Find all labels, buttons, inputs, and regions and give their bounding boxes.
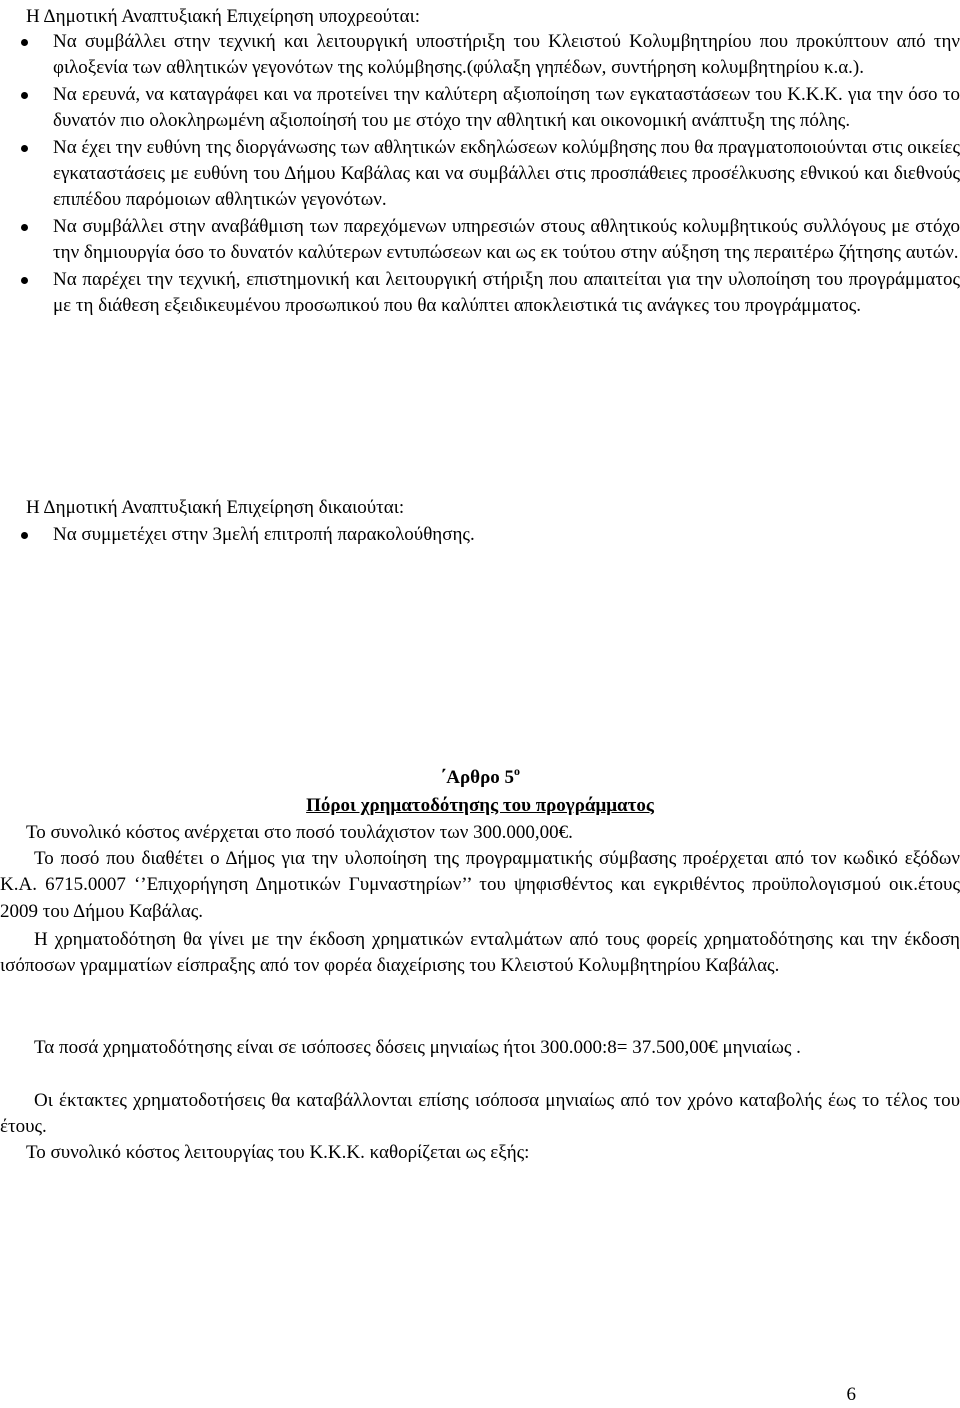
article-title-text: ΄Αρθρο 5	[439, 767, 515, 788]
list-item-text: Να ερευνά, να καταγράφει και να προτείνει την καλύτερη αξιοποίηση των εγκαταστάσεων του Κ.Κ.Κ. για την όσο το δυνατόν πιο ολοκληρωμένη αξιοποίησή του με στόχο την αθλητική και οικονομική ανάπτυξη της πόλης.	[53, 83, 960, 132]
section2-heading: Η Δημοτική Αναπτυξιακή Επιχείρηση δικαιούται:	[26, 497, 405, 518]
section2-rights-list	[0, 522, 960, 548]
paragraph: Το συνολικό κόστος ανέρχεται στο ποσό τουλάχιστον των 300.000,00€.	[26, 822, 573, 843]
list-item-text: Να συμβάλλει στην αναβάθμιση των παρεχόμενων υπηρεσιών στους αθλητικούς κολυμβητικούς συλλόγους με στόχο την δημιουργία όσο το δυνατόν καλύτερων εντυπώσεων και ως εκ τούτου στην αύξηση της περαιτέρω ζήτησης αυτών.	[53, 215, 960, 264]
bullet-icon	[21, 145, 28, 152]
list-item	[0, 267, 960, 320]
paragraph: Οι έκτακτες χρηματοδοτήσεις θα καταβάλλονται επίσης ισόποσα μηνιαίως από τον χρόνο καταβολής έως το τέλος του έτους.	[0, 1090, 960, 1138]
article-subtitle: Πόροι χρηματοδότησης του προγράμματος	[306, 795, 654, 816]
list-item-text: Να συμβάλλει στην τεχνική και λειτουργική υποστήριξη του Κλειστού Κολυμβητηρίου που προκύπτουν από την φιλοξενία των αθλητικών γεγονότων της κολύμβησης.(φύλαξη γηπέδων, συντήρηση κολυμβητηρίου κ.α.).	[53, 31, 960, 79]
bullet-icon	[21, 532, 28, 539]
list-item	[0, 214, 960, 267]
list-item-text: Να έχει την ευθύνη της διοργάνωσης των αθλητικών εκδηλώσεων κολύμβησης που θα πραγματοποιούνται στις οικείες εγκαταστάσεις με ευθύνη του Δήμου Καβάλας και να συμβάλλει στις προσπάθειες προσέλκυσης εθνικού και διεθνούς επιπέδου παρόμοιων αθλητικών γεγονότων.	[53, 136, 960, 211]
list-item-text: Να παρέχει την τεχνική, επιστημονική και λειτουργική στήριξη που απαιτείται για την υλοποίηση του προγράμματος με τη διάθεση εξειδικευμένου προσωπικού που θα καλύπτει αποκλειστικά τις ανάγκες του προγράμματος.	[53, 268, 960, 317]
list-item	[0, 522, 960, 548]
bullet-icon	[21, 39, 28, 46]
page-number: 6	[846, 1384, 856, 1405]
article-title	[0, 765, 960, 791]
bullet-icon	[21, 92, 28, 99]
section1-obligations-list	[0, 29, 960, 319]
list-item	[0, 82, 960, 135]
paragraph: Το ποσό που διαθέτει ο Δήμος για την υλοποίηση της προγραμματικής σύμβασης προέρχεται από τον κωδικό εξόδων Κ.Α. 6715.0007 ‘’Επιχορήγηση Δημοτικών Γυμναστηρίων’’ του ψηφισθέντος και εγκριθέντος προϋπολογισμού οικ.έτους 2009 του Δήμου Καβάλας.	[0, 848, 960, 922]
list-item	[0, 29, 960, 82]
list-item	[0, 135, 960, 214]
paragraph: Το συνολικό κόστος λειτουργίας του Κ.Κ.Κ. καθορίζεται ως εξής:	[26, 1142, 530, 1163]
paragraph: Η χρηματοδότηση θα γίνει με την έκδοση χρηματικών ενταλμάτων από τους φορείς χρηματοδότησης και την έκδοση ισόποσων γραμματίων είσπραξης από τον φορέα διαχείρισης του Κλειστού Κολυμβητηρίου Καβάλας.	[0, 929, 960, 977]
section1-heading: Η Δημοτική Αναπτυξιακή Επιχείρηση υποχρεούται:	[26, 6, 420, 27]
paragraph: Τα ποσά χρηματοδότησης είναι σε ισόποσες δόσεις μηνιαίως ήτοι 300.000:8= 37.500,00€ μηνιαίως .	[34, 1037, 801, 1058]
bullet-icon	[21, 224, 28, 231]
article-title-superscript: ο	[514, 764, 521, 778]
list-item-text: Να συμμετέχει στην 3μελή επιτροπή παρακολούθησης.	[53, 524, 475, 545]
bullet-icon	[21, 277, 28, 284]
